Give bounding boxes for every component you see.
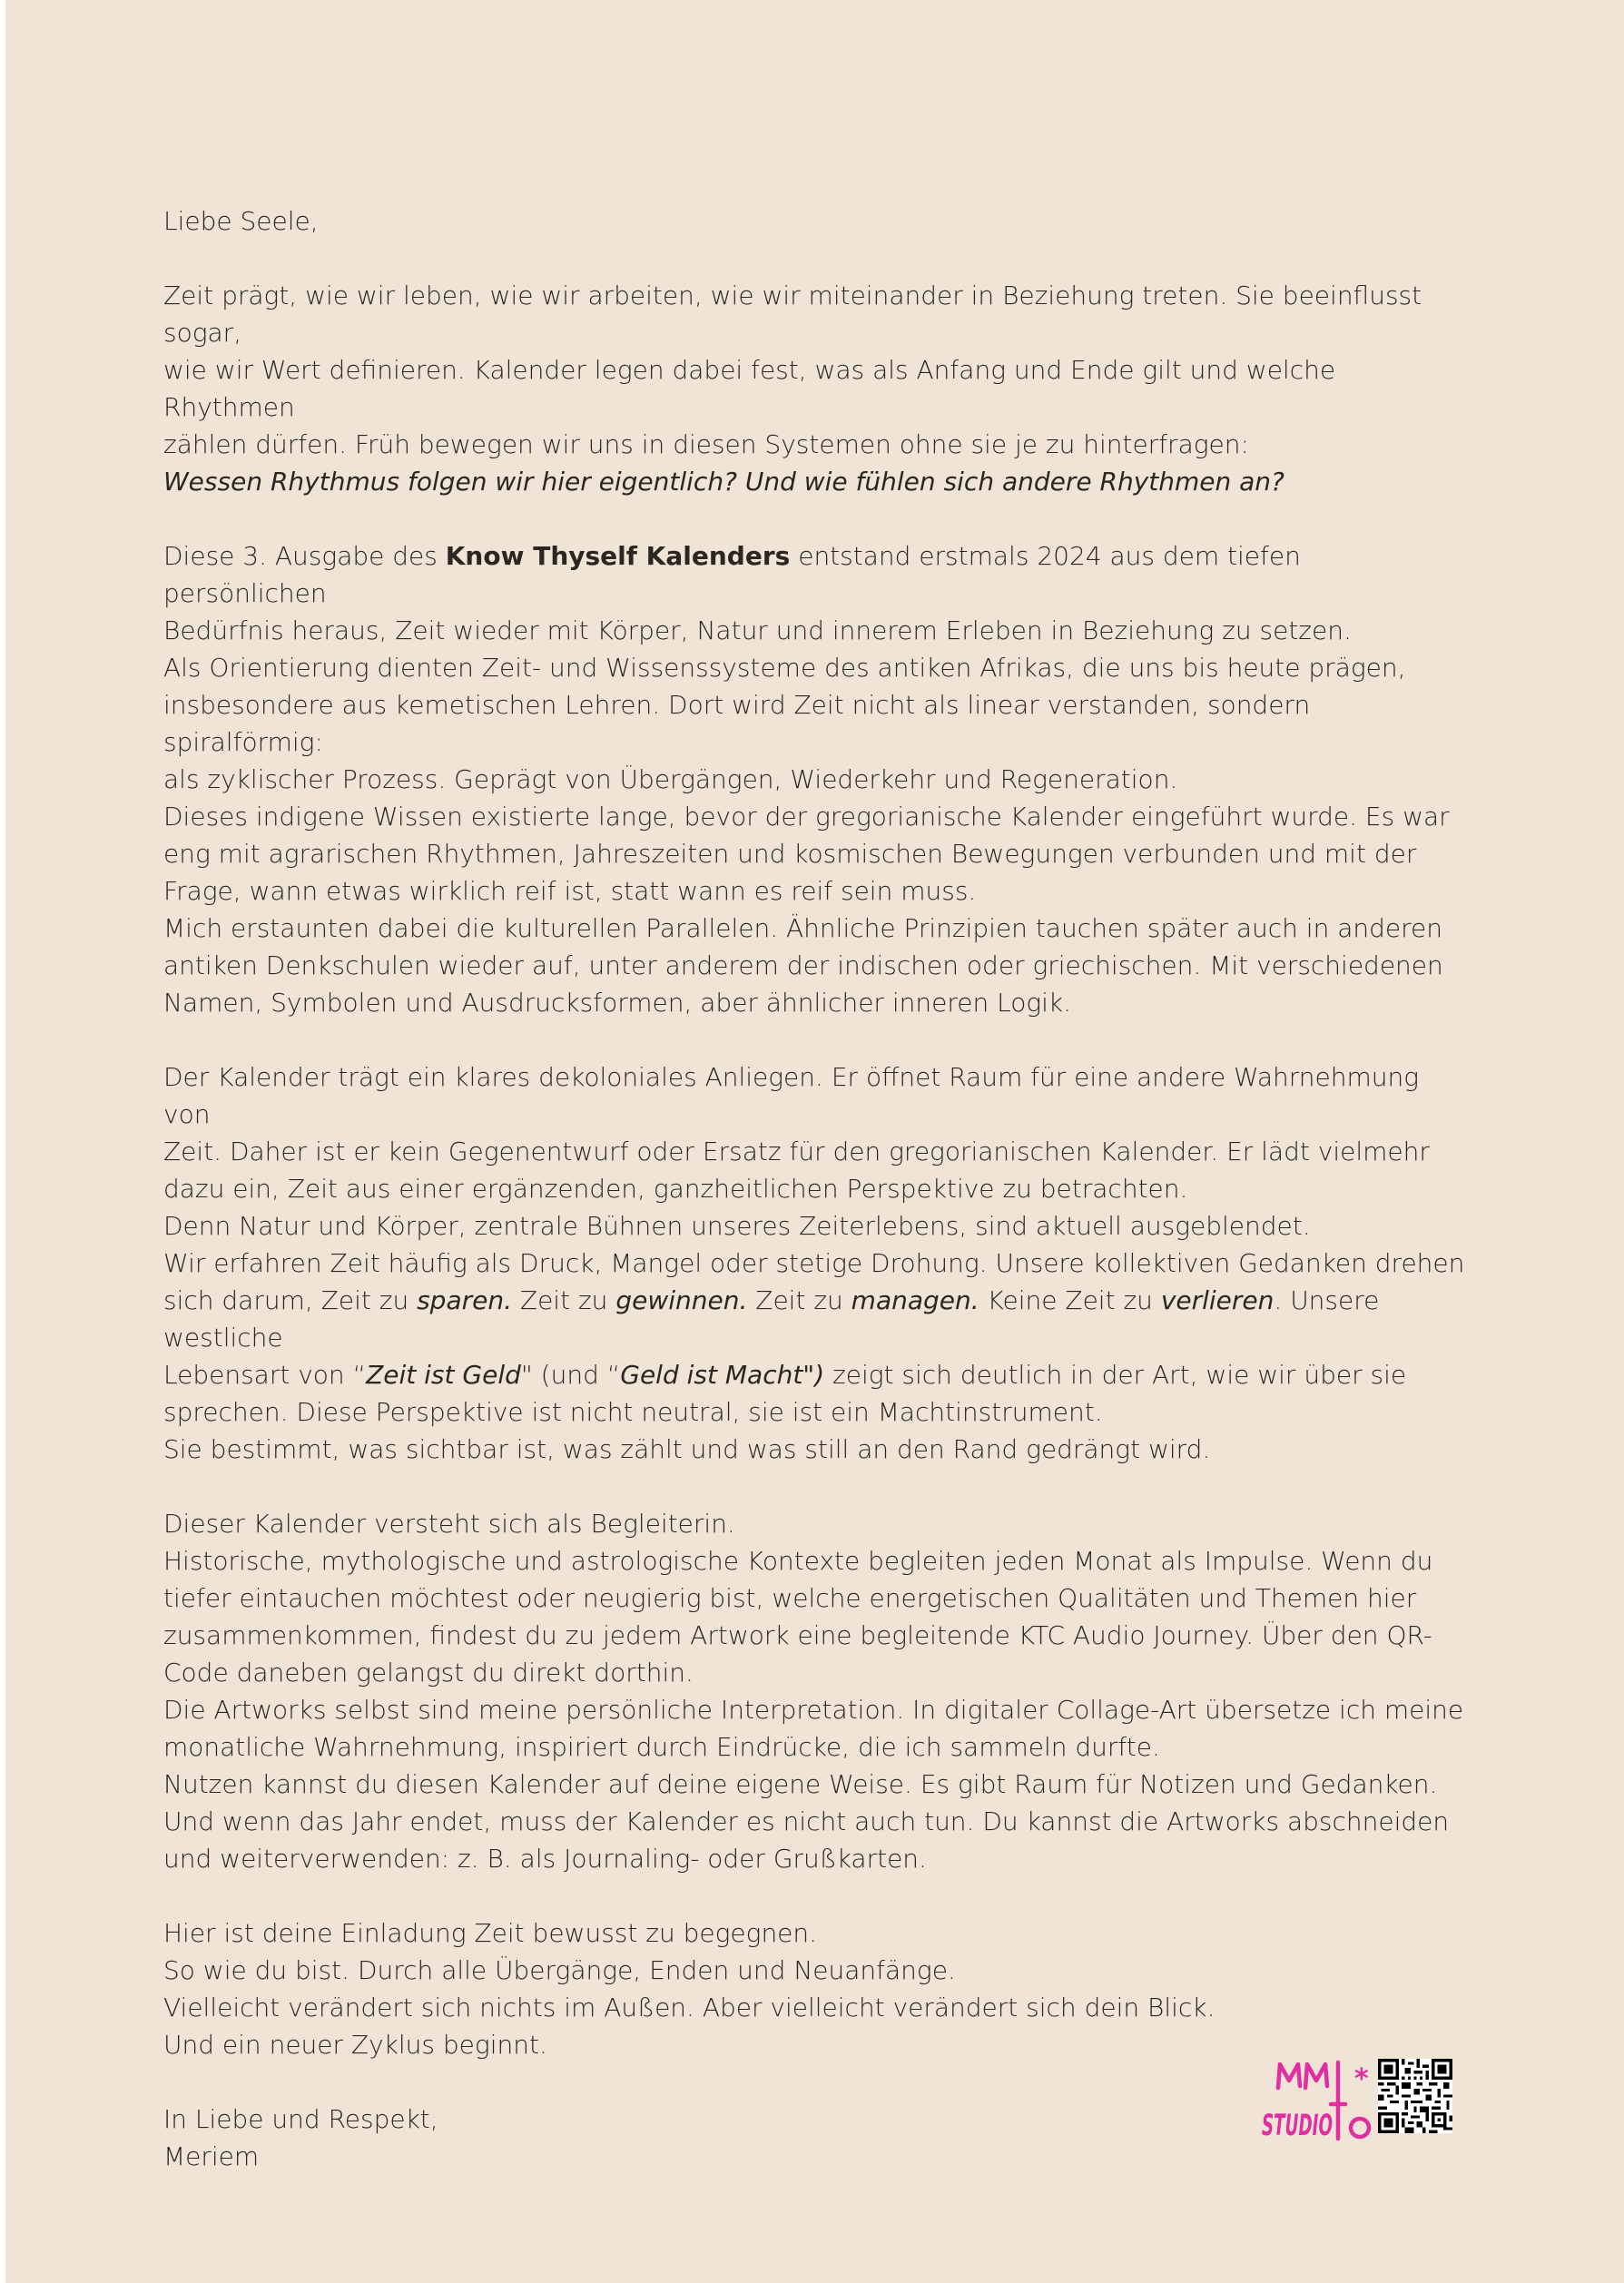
mm-studio-logo: [1258, 2059, 1371, 2142]
logo-asterisk: *: [1354, 2063, 1369, 2095]
page: [5, 0, 1624, 2283]
p3-line-7: Lebensart von “Zeit ist Geld" (und “Geld ist Macht") zeigt sich deutlich in der Art, wie wir über sie: [163, 1360, 1407, 1390]
p2-line-10: antiken Denkschulen wieder auf, unter anderem der indischen oder griechischen. Mit verschiedenen: [163, 950, 1443, 980]
p4-line-7: monatliche Wahrnehmung, inspiriert durch Eindrücke, die ich sammeln durfte.: [163, 1732, 1160, 1762]
p2-line-1: Diese 3. Ausgabe des Know Thyself Kalenders entstand erstmals 2024 aus dem tiefen persönlichen: [163, 541, 1301, 608]
letter-body: [163, 202, 1471, 2175]
p2-line-9: Mich erstaunten dabei die kulturellen Parallelen. Ähnliche Prinzipien tauchen später auch in anderen: [163, 913, 1443, 943]
p3-line-2: Zeit. Daher ist er kein Gegenentwurf oder Ersatz für den gregorianischen Kalender. Er lädt vielmehr: [163, 1137, 1430, 1166]
p1-line-2: wie wir Wert definieren. Kalender legen dabei fest, was als Anfang und Ende gilt und welche Rhythmen: [163, 355, 1336, 422]
p2-line-5: als zyklischer Prozess. Geprägt von Übergängen, Wiederkehr und Regeneration.: [163, 764, 1178, 794]
p3-line-5: Wir erfahren Zeit häufig als Druck, Mangel oder stetige Drohung. Unsere kollektiven Gedanken drehen: [163, 1248, 1465, 1278]
calendar-name: Know Thyself Kalenders: [445, 541, 791, 571]
qr-code-icon[interactable]: [1378, 2059, 1452, 2133]
p4-line-10: und weiterverwenden: z. B. als Journaling- oder Grußkarten.: [163, 1844, 927, 1874]
p4-line-4: zusammenkommen, findest du zu jedem Artwork eine begleitende KTC Audio Journey. Über den QR-: [163, 1620, 1432, 1650]
greeting: Liebe Seele,: [163, 206, 319, 236]
p5-line-1: Hier ist deine Einladung Zeit bewusst zu begegnen.: [163, 1918, 818, 1948]
closing: In Liebe und Respekt,: [163, 2104, 438, 2134]
signature: Meriem: [163, 2141, 260, 2171]
p4-line-1: Dieser Kalender versteht sich als Begleiterin.: [163, 1509, 735, 1539]
p4-line-3: tiefer eintauchen möchtest oder neugierig bist, welche energetischen Qualitäten und Themen hier: [163, 1583, 1417, 1613]
p2-line-6: Dieses indigene Wissen existierte lange, bevor der gregorianische Kalender eingeführt wurde. Es war: [163, 802, 1450, 832]
logo-studio-text: STUDIO: [1262, 2108, 1333, 2142]
p4-line-5: Code daneben gelangst du direkt dorthin.: [163, 1658, 694, 1688]
p1-line-3: zählen dürfen. Früh bewegen wir uns in diesen Systemen ohne sie je zu hinterfragen:: [163, 429, 1249, 459]
p4-line-2: Historische, mythologische und astrologische Kontexte begleiten jeden Monat als Impulse. Wenn du: [163, 1546, 1433, 1576]
p4-line-6: Die Artworks selbst sind meine persönliche Interpretation. In digitaler Collage-Art übersetze ich meine: [163, 1695, 1464, 1725]
p4-line-8: Nutzen kannst du diesen Kalender auf deine eigene Weise. Es gibt Raum für Notizen und Gedanken.: [163, 1769, 1438, 1799]
p4-line-9: Und wenn das Jahr endet, muss der Kalender es nicht auch tun. Du kannst die Artworks abschneiden: [163, 1806, 1450, 1836]
p2-line-8: Frage, wann etwas wirklich reif ist, statt wann es reif sein muss.: [163, 876, 977, 906]
p2-line-4: insbesondere aus kemetischen Lehren. Dort wird Zeit nicht als linear verstanden, sondern spiralförmig:: [163, 690, 1311, 757]
p2-line-3: Als Orientierung dienten Zeit- und Wissenssysteme des antiken Afrikas, die uns bis heute prägen,: [163, 653, 1406, 683]
p2-line-11: Namen, Symbolen und Ausdrucksformen, aber ähnlicher inneren Logik.: [163, 988, 1072, 1018]
p1-question: Wessen Rhythmus folgen wir hier eigentlich? Und wie fühlen sich andere Rhythmen an?: [163, 467, 1284, 497]
p3-line-9: Sie bestimmt, was sichtbar ist, was zählt und was still an den Rand gedrängt wird.: [163, 1434, 1211, 1464]
p3-line-1: Der Kalender trägt ein klares dekoloniales Anliegen. Er öffnet Raum für eine andere Wahrnehmung von: [163, 1062, 1420, 1129]
p2-line-7: eng mit agrarischen Rhythmen, Jahreszeiten und kosmischen Bewegungen verbunden und mit der: [163, 839, 1417, 869]
p5-line-4: Und ein neuer Zyklus beginnt.: [163, 2030, 547, 2060]
p3-line-4: Denn Natur und Körper, zentrale Bühnen unseres Zeiterlebens, sind aktuell ausgeblendet.: [163, 1211, 1311, 1241]
p3-line-3: dazu ein, Zeit aus einer ergänzenden, ganzheitlichen Perspektive zu betrachten.: [163, 1174, 1188, 1204]
p2-line-2: Bedürfnis heraus, Zeit wieder mit Körper, Natur und innerem Erleben in Beziehung zu setzen.: [163, 615, 1352, 645]
p1-line-1: Zeit prägt, wie wir leben, wie wir arbeiten, wie wir miteinander in Beziehung treten. Sie beeinflusst sogar,: [163, 280, 1422, 348]
p5-line-2: So wie du bist. Durch alle Übergänge, Enden und Neuanfänge.: [163, 1955, 956, 1985]
p1-line-4: [163, 463, 1471, 500]
p3-line-8: sprechen. Diese Perspektive ist nicht neutral, sie ist ein Machtinstrument.: [163, 1397, 1103, 1427]
p3-line-6: sich darum, Zeit zu sparen. Zeit zu gewinnen. Zeit zu managen. Keine Zeit zu verlieren. Unsere westliche: [163, 1285, 1380, 1353]
p5-line-3: Vielleicht verändert sich nichts im Außen. Aber vielleicht verändert sich dein Blick.: [163, 1993, 1216, 2022]
